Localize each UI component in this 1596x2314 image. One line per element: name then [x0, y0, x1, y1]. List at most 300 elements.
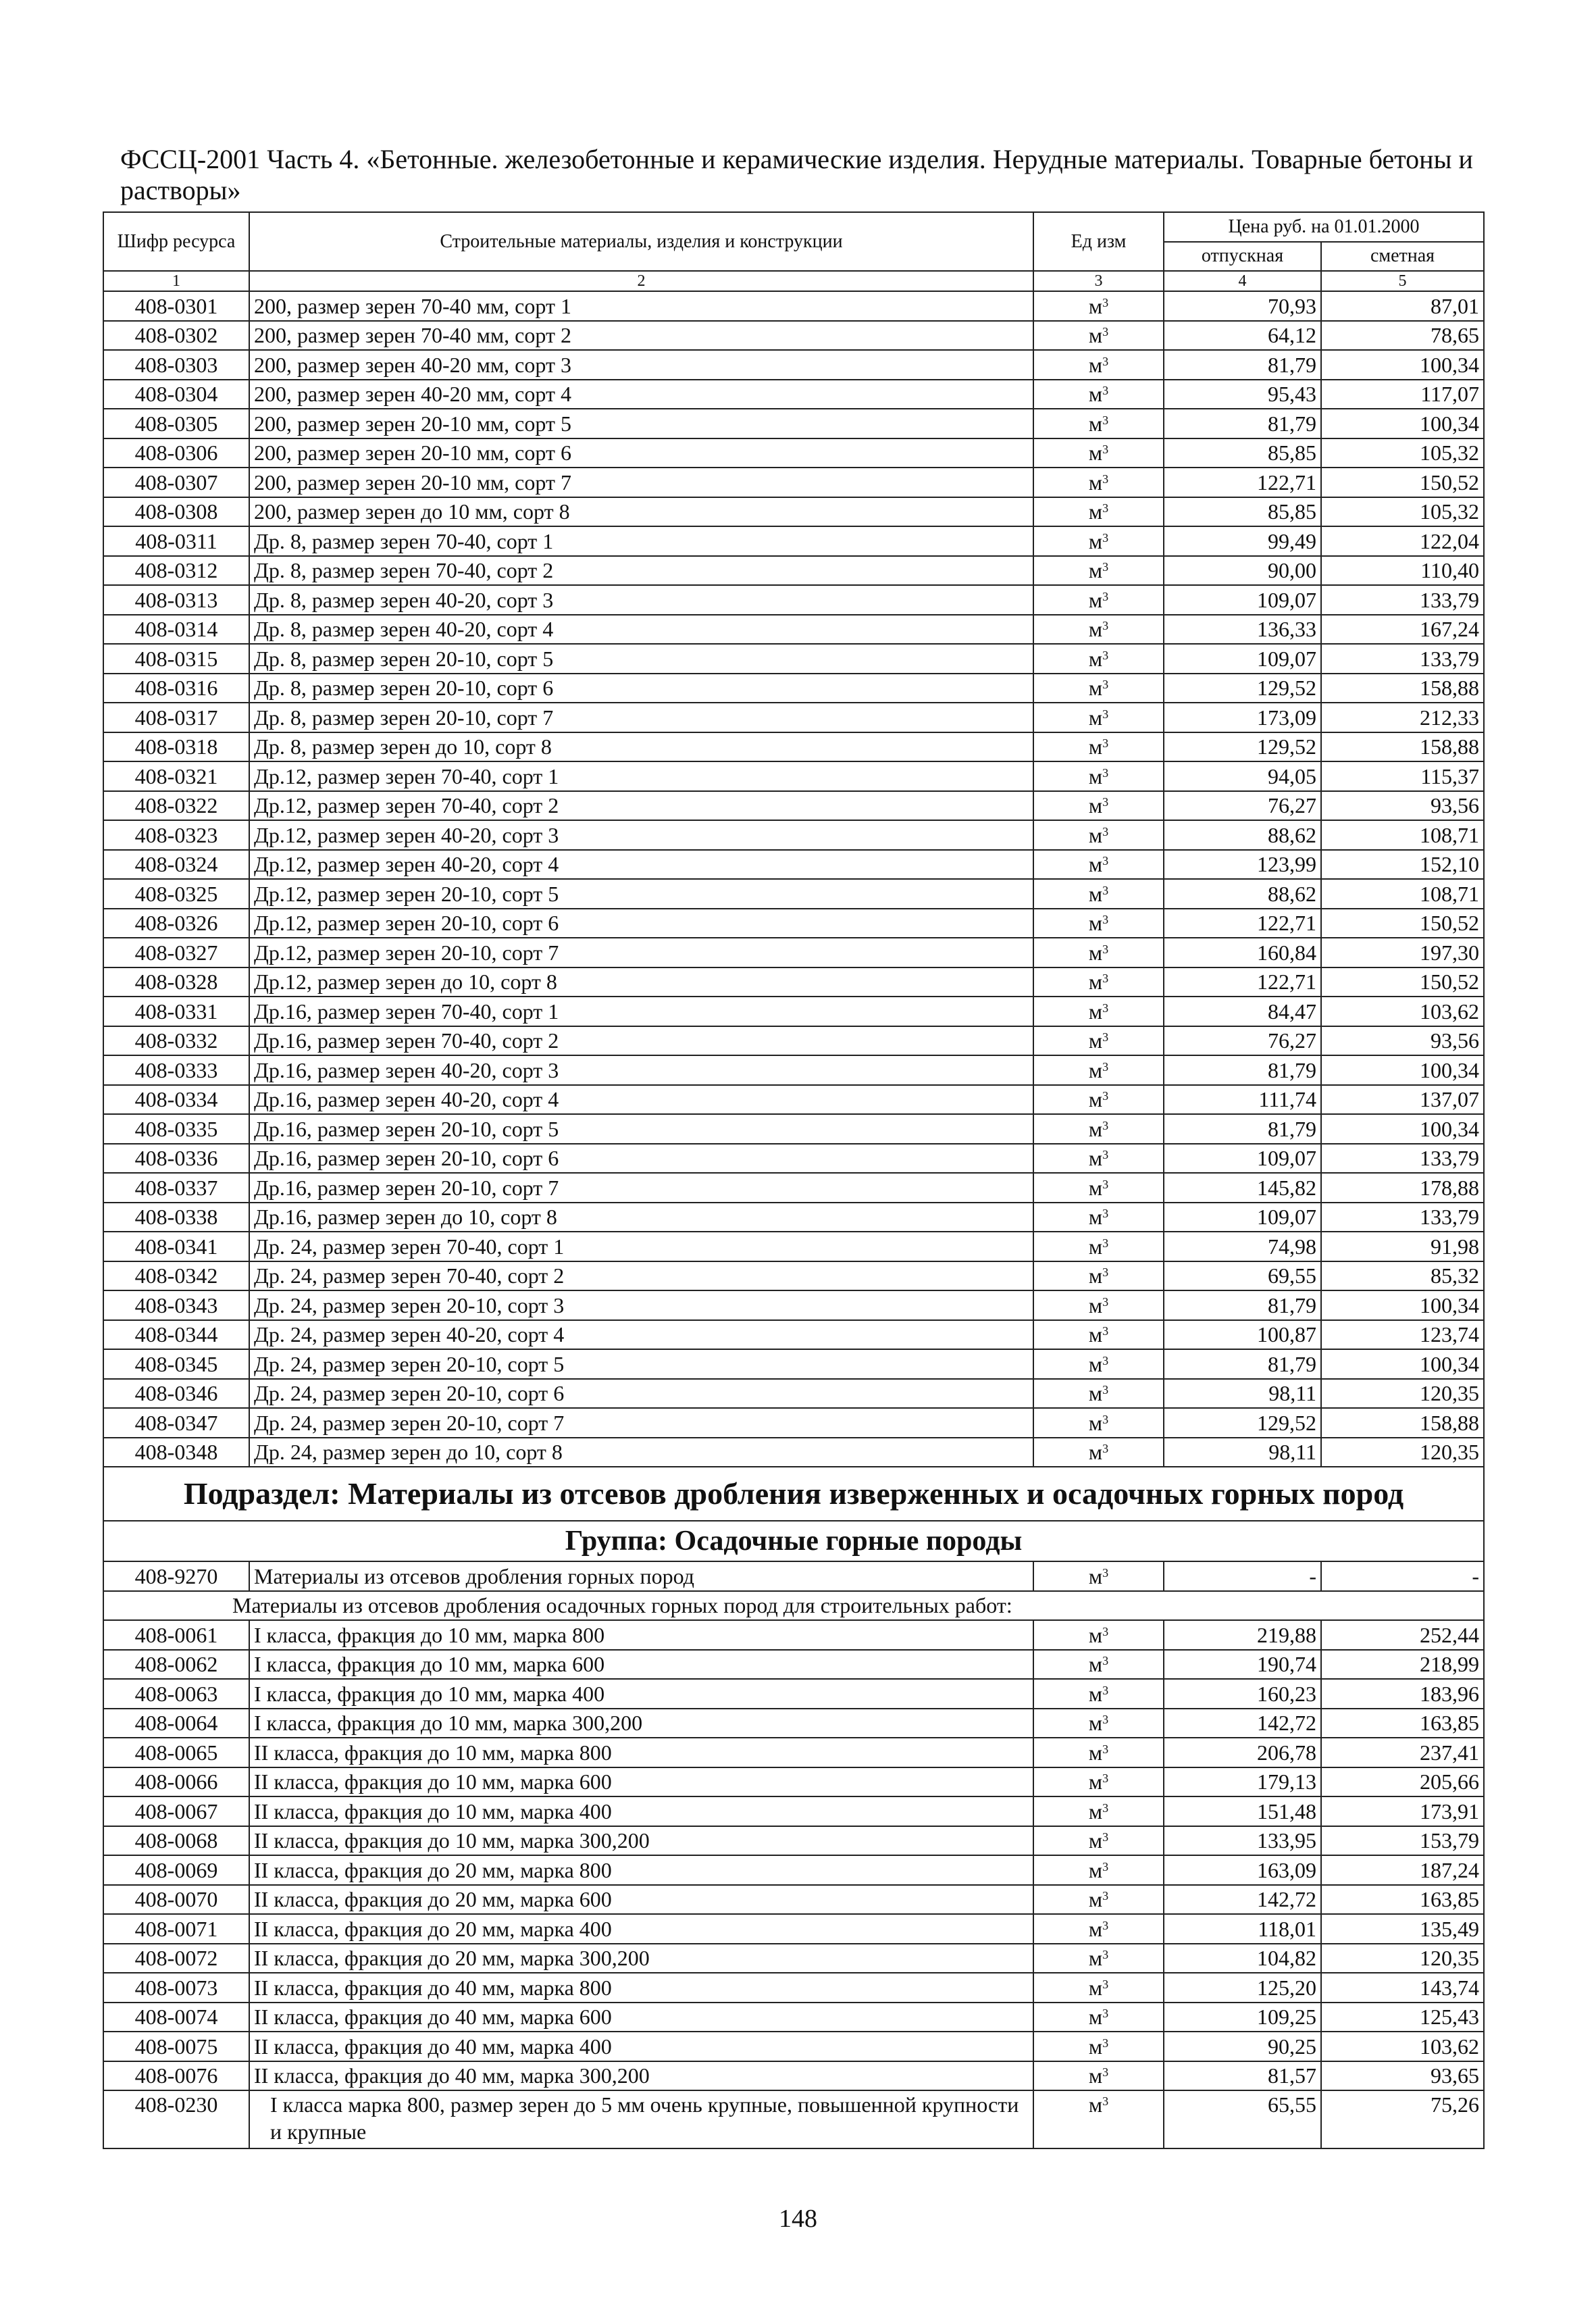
unit-base: м — [1088, 1234, 1103, 1259]
table-row — [103, 909, 1484, 938]
row-estimate-price: 158,88 — [1321, 732, 1484, 762]
row-name: Др. 8, размер зерен 40-20, сорт 4 — [249, 615, 1033, 645]
row-code: 408-0069 — [103, 1855, 249, 1885]
unit-exponent: 3 — [1102, 1412, 1109, 1426]
table-row — [103, 350, 1484, 380]
unit-exponent: 3 — [1102, 1001, 1109, 1015]
row-name: Др. 24, размер зерен 20-10, сорт 7 — [249, 1408, 1033, 1438]
table-row — [103, 2003, 1484, 2032]
row-code: 408-0331 — [103, 997, 249, 1026]
row-unit — [1033, 556, 1164, 586]
row-unit — [1033, 644, 1164, 674]
unit-exponent: 3 — [1102, 1977, 1109, 1991]
table-row — [103, 1767, 1484, 1797]
row-unit — [1033, 1650, 1164, 1680]
row-release-price: 81,79 — [1164, 1114, 1321, 1144]
row-estimate-price: 93,56 — [1321, 791, 1484, 821]
table-row — [103, 1232, 1484, 1261]
row-release-price: 160,23 — [1164, 1679, 1321, 1709]
unit-exponent: 3 — [1102, 384, 1109, 398]
row-code: 408-0064 — [103, 1709, 249, 1738]
row-estimate-price: 110,40 — [1321, 556, 1484, 586]
row-estimate-price: 133,79 — [1321, 1203, 1484, 1232]
table-body-last — [103, 2090, 1484, 2148]
unit-exponent: 3 — [1102, 1918, 1109, 1932]
row-code: 408-0335 — [103, 1114, 249, 1144]
row-release-price: 142,72 — [1164, 1885, 1321, 1915]
table-row — [103, 1914, 1484, 1944]
row-release-price: 109,07 — [1164, 1203, 1321, 1232]
unit-base: м — [1088, 1116, 1103, 1141]
row-code: 408-0317 — [103, 703, 249, 732]
unit-exponent: 3 — [1102, 2094, 1109, 2108]
unit-base: м — [1088, 2063, 1103, 2088]
unit-exponent: 3 — [1102, 736, 1109, 751]
row-name: I класса, фракция до 10 мм, марка 600 — [249, 1650, 1033, 1680]
table-row — [103, 1620, 1484, 1650]
row-estimate-price: 197,30 — [1321, 938, 1484, 967]
table-row — [103, 967, 1484, 997]
header-release-price: отпускная — [1164, 242, 1321, 272]
unit-exponent: 3 — [1102, 1948, 1109, 1962]
unit-exponent: 3 — [1102, 589, 1109, 603]
row-release-price: 81,79 — [1164, 1290, 1321, 1320]
row-code: 408-0071 — [103, 1914, 249, 1944]
table-row — [103, 526, 1484, 556]
header-name: Строительные материалы, изделия и конструкции — [249, 212, 1033, 271]
table-row — [103, 732, 1484, 762]
table-row — [103, 1855, 1484, 1885]
row-release-price: 129,52 — [1164, 732, 1321, 762]
row-code: 408-0073 — [103, 1973, 249, 2003]
row-estimate-price: 87,01 — [1321, 291, 1484, 321]
unit-exponent: 3 — [1102, 1683, 1109, 1697]
row-release-price: 94,05 — [1164, 761, 1321, 791]
unit-base: м — [1088, 646, 1103, 671]
row-release-price: 142,72 — [1164, 1709, 1321, 1738]
unit-exponent: 3 — [1102, 1771, 1109, 1786]
table-row — [103, 703, 1484, 732]
row-unit — [1033, 1349, 1164, 1379]
row-unit — [1033, 1561, 1164, 1591]
unit-exponent: 3 — [1102, 1089, 1109, 1103]
unit-exponent: 3 — [1102, 942, 1109, 956]
row-release-price: 76,27 — [1164, 791, 1321, 821]
row-unit — [1033, 615, 1164, 645]
row-name: Др.16, размер зерен 20-10, сорт 7 — [249, 1173, 1033, 1203]
row-code: 408-0074 — [103, 2003, 249, 2032]
row-name: II класса, фракция до 40 мм, марка 400 — [249, 2032, 1033, 2061]
unit-exponent: 3 — [1102, 1118, 1109, 1132]
row-release-price: 100,87 — [1164, 1320, 1321, 1350]
unit-exponent: 3 — [1102, 560, 1109, 574]
unit-exponent: 3 — [1102, 1294, 1109, 1309]
unit-exponent: 3 — [1102, 1742, 1109, 1756]
table-row — [103, 2032, 1484, 2061]
unit-base: м — [1088, 1028, 1103, 1053]
row-name: Др.16, размер зерен 40-20, сорт 4 — [249, 1085, 1033, 1115]
row-name: Др. 24, размер зерен 20-10, сорт 3 — [249, 1290, 1033, 1320]
row-code: 408-0348 — [103, 1438, 249, 1467]
table-row — [103, 1144, 1484, 1174]
row-unit — [1033, 1796, 1164, 1826]
table-row — [103, 1944, 1484, 1973]
unit-exponent: 3 — [1102, 1236, 1109, 1250]
row-estimate-price: 187,24 — [1321, 1855, 1484, 1885]
column-number: 1 — [103, 271, 249, 291]
row-name: Др.12, размер зерен 70-40, сорт 2 — [249, 791, 1033, 821]
table-row — [103, 1203, 1484, 1232]
row-estimate-price: 123,74 — [1321, 1320, 1484, 1350]
row-code: 408-0063 — [103, 1679, 249, 1709]
unit-base: м — [1088, 911, 1103, 936]
table-row — [103, 1085, 1484, 1115]
unit-base: м — [1088, 1799, 1103, 1823]
row-unit — [1033, 820, 1164, 850]
row-code: 408-0328 — [103, 967, 249, 997]
row-release-price: 90,00 — [1164, 556, 1321, 586]
row-code: 408-0076 — [103, 2061, 249, 2091]
row-release-price: 81,79 — [1164, 350, 1321, 380]
unit-exponent: 3 — [1102, 1801, 1109, 1815]
row-name: II класса, фракция до 20 мм, марка 400 — [249, 1914, 1033, 1944]
unit-exponent: 3 — [1102, 530, 1109, 545]
row-name: I класса марка 800, размер зерен до 5 мм очень крупные, повышенной крупности и крупные — [249, 2090, 1033, 2148]
unit-exponent: 3 — [1102, 707, 1109, 721]
unit-exponent: 3 — [1102, 854, 1109, 868]
table-row — [103, 1885, 1484, 1915]
row-name: Др. 8, размер зерен 20-10, сорт 7 — [249, 703, 1033, 732]
row-release-price: 76,27 — [1164, 1026, 1321, 1056]
header-price: Цена руб. на 01.01.2000 — [1164, 212, 1484, 242]
row-estimate-price: 158,88 — [1321, 674, 1484, 703]
unit-base: м — [1088, 617, 1103, 642]
table-row — [103, 1290, 1484, 1320]
row-unit — [1033, 732, 1164, 762]
table-row — [103, 644, 1484, 674]
row-unit — [1033, 1026, 1164, 1056]
row-name: 200, размер зерен 40-20 мм, сорт 4 — [249, 380, 1033, 409]
unit-exponent: 3 — [1102, 1565, 1109, 1580]
header-estimate-price: сметная — [1321, 242, 1484, 272]
row-unit — [1033, 1203, 1164, 1232]
row-release-price: 173,09 — [1164, 703, 1321, 732]
row-name: Др. 24, размер зерен 40-20, сорт 4 — [249, 1320, 1033, 1350]
row-release-price: 88,62 — [1164, 820, 1321, 850]
table-row — [103, 791, 1484, 821]
table-row — [103, 556, 1484, 586]
row-unit — [1033, 585, 1164, 615]
unit-base: м — [1088, 1652, 1103, 1677]
table-row — [103, 1679, 1484, 1709]
row-release-price: 145,82 — [1164, 1173, 1321, 1203]
row-release-price: 163,09 — [1164, 1855, 1321, 1885]
table-row — [103, 380, 1484, 409]
unit-base: м — [1088, 1975, 1103, 2000]
row-unit — [1033, 1973, 1164, 2003]
row-unit — [1033, 497, 1164, 527]
table-row — [103, 497, 1484, 527]
row-unit — [1033, 967, 1164, 997]
unit-base: м — [1088, 1740, 1103, 1765]
row-code: 408-0336 — [103, 1144, 249, 1174]
unit-exponent: 3 — [1102, 765, 1109, 780]
row-name: 200, размер зерен 70-40 мм, сорт 2 — [249, 321, 1033, 351]
row-name: Др.16, размер зерен 40-20, сорт 3 — [249, 1055, 1033, 1085]
row-estimate-price: 105,32 — [1321, 497, 1484, 527]
row-release-price: 160,84 — [1164, 938, 1321, 967]
row-code: 408-0305 — [103, 409, 249, 438]
unit-base: м — [1088, 1351, 1103, 1376]
row-code: 408-0324 — [103, 850, 249, 880]
unit-exponent: 3 — [1102, 1324, 1109, 1338]
row-estimate-price: 125,43 — [1321, 2003, 1484, 2032]
row-estimate-price: 120,35 — [1321, 1438, 1484, 1467]
row-name: 200, размер зерен до 10 мм, сорт 8 — [249, 497, 1033, 527]
row-estimate-price: 153,79 — [1321, 1826, 1484, 1856]
row-release-price: 129,52 — [1164, 674, 1321, 703]
row-name: Др. 24, размер зерен 20-10, сорт 5 — [249, 1349, 1033, 1379]
row-name: Др. 24, размер зерен 70-40, сорт 2 — [249, 1261, 1033, 1291]
row-estimate-price: 237,41 — [1321, 1738, 1484, 1767]
table-row — [103, 2090, 1484, 2148]
row-estimate-price: 133,79 — [1321, 585, 1484, 615]
table-body-part-1 — [103, 291, 1484, 1467]
row-estimate-price: 152,10 — [1321, 850, 1484, 880]
row-code: 408-0338 — [103, 1203, 249, 1232]
row-name: 200, размер зерен 70-40 мм, сорт 1 — [249, 291, 1033, 321]
row-code: 408-0062 — [103, 1650, 249, 1680]
unit-base: м — [1088, 470, 1103, 495]
row-estimate-price: 108,71 — [1321, 879, 1484, 909]
unit-exponent: 3 — [1102, 472, 1109, 486]
table-row — [103, 2061, 1484, 2091]
row-name: Др.12, размер зерен 40-20, сорт 4 — [249, 850, 1033, 880]
row-release-price: 151,48 — [1164, 1796, 1321, 1826]
unit-exponent: 3 — [1102, 824, 1109, 838]
unit-exponent: 3 — [1102, 619, 1109, 633]
row-name: Др. 8, размер зерен 20-10, сорт 6 — [249, 674, 1033, 703]
row-name: Др.16, размер зерен 20-10, сорт 6 — [249, 1144, 1033, 1174]
unit-base: м — [1088, 999, 1103, 1024]
row-release-price: 109,07 — [1164, 1144, 1321, 1174]
row-code: 408-0312 — [103, 556, 249, 586]
row-unit — [1033, 468, 1164, 497]
row-name: I класса, фракция до 10 мм, марка 800 — [249, 1620, 1033, 1650]
row-code: 408-0302 — [103, 321, 249, 351]
row-unit — [1033, 761, 1164, 791]
table-row — [103, 1173, 1484, 1203]
row-code: 408-0304 — [103, 380, 249, 409]
row-release-price: 122,71 — [1164, 909, 1321, 938]
row-estimate-price: 150,52 — [1321, 909, 1484, 938]
table-row — [103, 291, 1484, 321]
row-estimate-price: 100,34 — [1321, 1114, 1484, 1144]
row-unit — [1033, 909, 1164, 938]
group-row — [103, 1521, 1484, 1561]
unit-exponent: 3 — [1102, 325, 1109, 339]
unit-base: м — [1088, 1563, 1103, 1588]
row-code: 408-0230 — [103, 2090, 249, 2148]
row-name: I класса, фракция до 10 мм, марка 400 — [249, 1679, 1033, 1709]
row-unit — [1033, 2003, 1164, 2032]
unit-exponent: 3 — [1102, 443, 1109, 457]
row-code: 408-0072 — [103, 1944, 249, 1973]
row-estimate-price: 120,35 — [1321, 1944, 1484, 1973]
unit-exponent: 3 — [1102, 1713, 1109, 1727]
row-code: 408-0308 — [103, 497, 249, 527]
row-unit — [1033, 879, 1164, 909]
unit-exponent: 3 — [1102, 1624, 1109, 1638]
row-release-price: 90,25 — [1164, 2032, 1321, 2061]
row-estimate-price: 100,34 — [1321, 1290, 1484, 1320]
row-estimate-price: 105,32 — [1321, 438, 1484, 468]
row-estimate-price: 183,96 — [1321, 1679, 1484, 1709]
unit-exponent: 3 — [1102, 678, 1109, 692]
row-estimate-price: 91,98 — [1321, 1232, 1484, 1261]
row-estimate-price: 93,65 — [1321, 2061, 1484, 2091]
row-release-price: 109,07 — [1164, 585, 1321, 615]
row-name: Др.16, размер зерен 70-40, сорт 2 — [249, 1026, 1033, 1056]
unit-base: м — [1088, 822, 1103, 847]
unit-base: м — [1088, 1322, 1103, 1347]
unit-exponent: 3 — [1102, 1353, 1109, 1367]
row-release-price: 125,20 — [1164, 1973, 1321, 2003]
table-row — [103, 1379, 1484, 1409]
row-unit — [1033, 1379, 1164, 1409]
table-row — [103, 1320, 1484, 1350]
unit-base: м — [1088, 587, 1103, 612]
row-unit — [1033, 1855, 1164, 1885]
header-code: Шифр ресурса — [103, 212, 249, 271]
row-release-price: 118,01 — [1164, 1914, 1321, 1944]
row-estimate-price: - — [1321, 1561, 1484, 1591]
row-estimate-price: 218,99 — [1321, 1650, 1484, 1680]
row-code: 408-0343 — [103, 1290, 249, 1320]
row-code: 408-0322 — [103, 791, 249, 821]
row-name: Др. 8, размер зерен 70-40, сорт 2 — [249, 556, 1033, 586]
row-release-price: 111,74 — [1164, 1085, 1321, 1115]
table-row — [103, 1114, 1484, 1144]
row-name: Др.12, размер зерен до 10, сорт 8 — [249, 967, 1033, 997]
row-estimate-price: 133,79 — [1321, 1144, 1484, 1174]
row-estimate-price: 158,88 — [1321, 1408, 1484, 1438]
subsection-title: Подраздел: Материалы из отсевов дробления изверженных и осадочных горных пород — [103, 1467, 1484, 1521]
row-release-price: 98,11 — [1164, 1438, 1321, 1467]
row-release-price: 88,62 — [1164, 879, 1321, 909]
row-release-price: 81,79 — [1164, 1055, 1321, 1085]
row-unit — [1033, 1826, 1164, 1856]
row-unit — [1033, 1232, 1164, 1261]
row-name: Др. 8, размер зерен 20-10, сорт 5 — [249, 644, 1033, 674]
row-name: 200, размер зерен 20-10 мм, сорт 7 — [249, 468, 1033, 497]
row-code: 408-0346 — [103, 1379, 249, 1409]
row-release-price: 84,47 — [1164, 997, 1321, 1026]
row-estimate-price: 115,37 — [1321, 761, 1484, 791]
row-estimate-price: 85,32 — [1321, 1261, 1484, 1291]
subsection-row — [103, 1467, 1484, 1521]
row-code: 408-0307 — [103, 468, 249, 497]
row-release-price: 98,11 — [1164, 1379, 1321, 1409]
header-line-2: растворы» — [120, 175, 241, 205]
row-unit — [1033, 1738, 1164, 1767]
row-code: 408-0345 — [103, 1349, 249, 1379]
row-code: 408-0075 — [103, 2032, 249, 2061]
row-name: II класса, фракция до 20 мм, марка 600 — [249, 1885, 1033, 1915]
row-release-price: 190,74 — [1164, 1650, 1321, 1680]
unit-base: м — [1088, 852, 1103, 877]
unit-base: м — [1088, 1263, 1103, 1288]
table-row — [103, 1026, 1484, 1056]
header-line-1: ФССЦ-2001 Часть 4. «Бетонные. железобетонные и керамические изделия. Нерудные материалы. Товарные бетоны и — [120, 144, 1473, 174]
table-row — [103, 761, 1484, 791]
row-code: 408-0344 — [103, 1320, 249, 1350]
unit-base: м — [1088, 352, 1103, 377]
row-name: II класса, фракция до 10 мм, марка 300,200 — [249, 1826, 1033, 1856]
row-estimate-price: 103,62 — [1321, 2032, 1484, 2061]
unit-base: м — [1088, 1887, 1103, 1912]
table-row — [103, 615, 1484, 645]
row-code: 408-0341 — [103, 1232, 249, 1261]
row-name: II класса, фракция до 10 мм, марка 400 — [249, 1796, 1033, 1826]
row-unit — [1033, 674, 1164, 703]
unit-exponent: 3 — [1102, 2065, 1109, 2080]
unit-base: м — [1088, 1946, 1103, 1971]
unit-base: м — [1088, 970, 1103, 995]
row-estimate-price: 150,52 — [1321, 468, 1484, 497]
table-row — [103, 1408, 1484, 1438]
row-estimate-price: 75,26 — [1321, 2090, 1484, 2148]
header-unit: Ед изм — [1033, 212, 1164, 271]
note-row — [103, 1591, 1484, 1621]
row-estimate-price: 100,34 — [1321, 409, 1484, 438]
column-number: 3 — [1033, 271, 1164, 291]
row-estimate-price: 212,33 — [1321, 703, 1484, 732]
row-release-price: 133,95 — [1164, 1826, 1321, 1856]
row-estimate-price: 100,34 — [1321, 1349, 1484, 1379]
unit-exponent: 3 — [1102, 1030, 1109, 1045]
row-unit — [1033, 1055, 1164, 1085]
row-estimate-price: 178,88 — [1321, 1173, 1484, 1203]
row-estimate-price: 103,62 — [1321, 997, 1484, 1026]
row-unit — [1033, 1914, 1164, 1944]
row-unit — [1033, 1620, 1164, 1650]
table-row — [103, 1261, 1484, 1291]
unit-base: м — [1088, 1381, 1103, 1406]
row-code: 408-0337 — [103, 1173, 249, 1203]
row-unit — [1033, 1709, 1164, 1738]
price-table — [103, 211, 1485, 2149]
row-code: 408-0325 — [103, 879, 249, 909]
unit-base: м — [1088, 881, 1103, 906]
unit-base: м — [1088, 2092, 1103, 2117]
unit-base: м — [1088, 528, 1103, 553]
unit-exponent: 3 — [1102, 1177, 1109, 1191]
row-release-price: 65,55 — [1164, 2090, 1321, 2148]
row-release-price: 123,99 — [1164, 850, 1321, 880]
row-release-price: 85,85 — [1164, 497, 1321, 527]
table-row — [103, 674, 1484, 703]
table-row — [103, 1349, 1484, 1379]
row-release-price: 70,93 — [1164, 291, 1321, 321]
row-unit — [1033, 350, 1164, 380]
row-code: 408-0306 — [103, 438, 249, 468]
row-code: 408-0066 — [103, 1767, 249, 1797]
row-release-price: 109,25 — [1164, 2003, 1321, 2032]
row-estimate-price: 108,71 — [1321, 820, 1484, 850]
table-row — [103, 1973, 1484, 2003]
group-title: Группа: Осадочные горные породы — [103, 1521, 1484, 1561]
